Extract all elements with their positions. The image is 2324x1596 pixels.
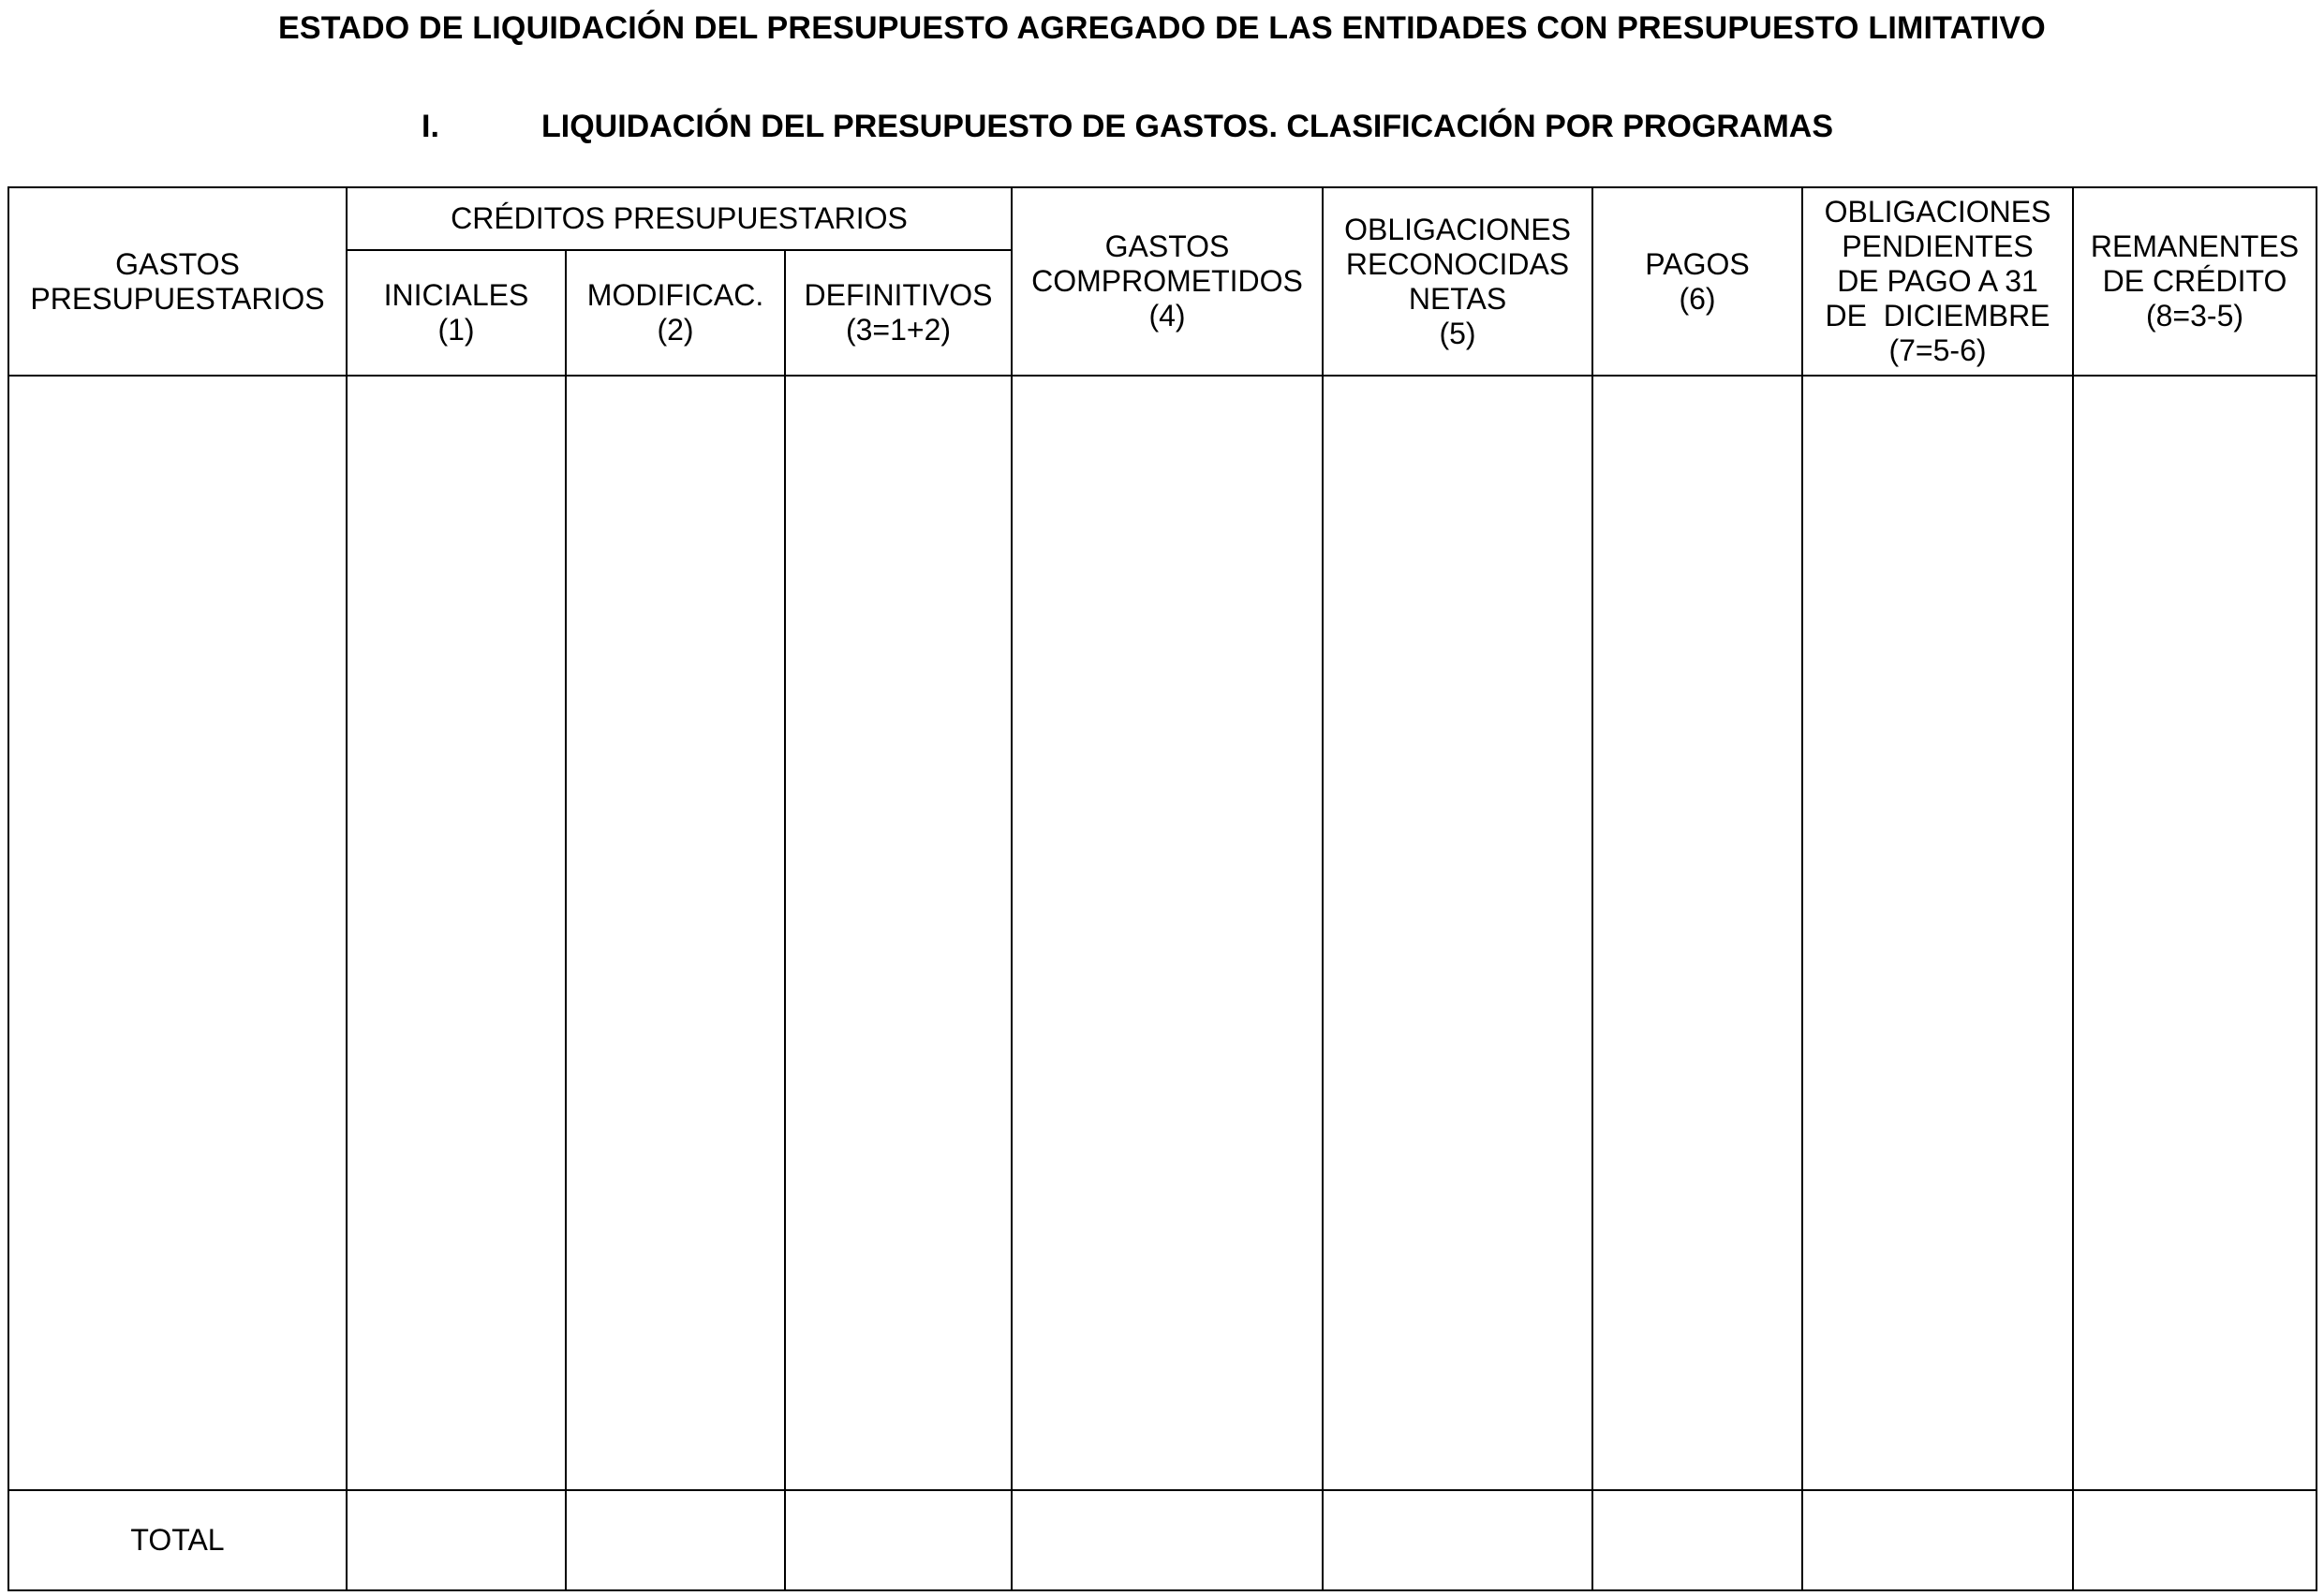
table-cell: [1012, 376, 1323, 1490]
section-number: I.: [422, 109, 439, 144]
header-text: OBLIGACIONES: [1824, 195, 2051, 229]
header-remanentes: [2073, 187, 2317, 376]
header-text: GASTOS: [1104, 229, 1230, 263]
total-row: [8, 1490, 2317, 1590]
header-text: DE PAGO A 31: [1837, 264, 2038, 298]
header-text: OBLIGACIONES: [1344, 212, 1571, 246]
header-text: DE DICIEMBRE: [1825, 299, 2050, 332]
table-cell: [2073, 376, 2317, 1490]
section-heading: [0, 108, 2324, 147]
table-cell: [785, 1490, 1012, 1590]
section-title: LIQUIDACIÓN DEL PRESUPUESTO DE GASTOS. CLASIFICACIÓN POR PROGRAMAS: [541, 109, 1834, 144]
table-cell: [1012, 1490, 1323, 1590]
header-text: DEFINITIVOS: [804, 278, 993, 312]
header-obligaciones-pendientes: [1802, 187, 2073, 376]
header-text: MODIFICAC.: [586, 278, 764, 312]
header-text: COMPROMETIDOS: [1031, 264, 1303, 298]
table-cell: [566, 376, 785, 1490]
table-cell: [8, 376, 347, 1490]
table-cell: [1592, 1490, 1802, 1590]
header-pagos: [1592, 187, 1802, 376]
header-row-top: [8, 187, 2317, 250]
header-text: (8=3-5): [2145, 299, 2244, 332]
header-gastos-comprometidos: [1012, 187, 1323, 376]
header-text: (2): [657, 313, 694, 347]
header-text: NETAS: [1408, 281, 1507, 316]
header-definitivos: [785, 250, 1012, 376]
table-cell: [347, 1490, 566, 1590]
header-text: (5): [1439, 316, 1476, 350]
header-text: REMANENTES: [2090, 229, 2300, 263]
header-text: (7=5-6): [1888, 333, 1987, 367]
header-text: INICIALES: [383, 278, 529, 312]
header-modificac: [566, 250, 785, 376]
total-label: TOTAL: [8, 1490, 347, 1590]
table-cell: [1323, 1490, 1592, 1590]
header-text: (6): [1679, 281, 1716, 316]
table-body-row: [8, 376, 2317, 1490]
document-title: ESTADO DE LIQUIDACIÓN DEL PRESUPUESTO AGREGADO DE LAS ENTIDADES CON PRESUPUESTO LIMITATIVO: [278, 10, 2046, 46]
header-text: GASTOS: [115, 246, 240, 281]
header-gastos-presupuestarios: [8, 187, 347, 376]
table-cell: [2073, 1490, 2317, 1590]
header-text: (4): [1148, 299, 1186, 332]
header-text: PRESUPUESTARIOS: [30, 281, 325, 316]
header-text: (3=1+2): [845, 313, 952, 347]
budget-table: [7, 186, 2317, 1591]
table-cell: [1802, 1490, 2073, 1590]
table-cell: [1802, 376, 2073, 1490]
header-text: PENDIENTES: [1842, 229, 2034, 263]
table-cell: [566, 1490, 785, 1590]
header-text: RECONOCIDAS: [1345, 246, 1570, 281]
table-cell: [785, 376, 1012, 1490]
header-text: (1): [437, 313, 475, 347]
table-cell: [1323, 376, 1592, 1490]
header-creditos-presupuestarios: [347, 187, 1012, 250]
header-obligaciones-reconocidas: [1323, 187, 1592, 376]
header-text: PAGOS: [1645, 246, 1750, 281]
table-cell: [347, 376, 566, 1490]
header-text: DE CRÉDITO: [2102, 264, 2287, 298]
header-iniciales: [347, 250, 566, 376]
table-cell: [1592, 376, 1802, 1490]
header-text: CRÉDITOS PRESUPUESTARIOS: [451, 201, 908, 235]
